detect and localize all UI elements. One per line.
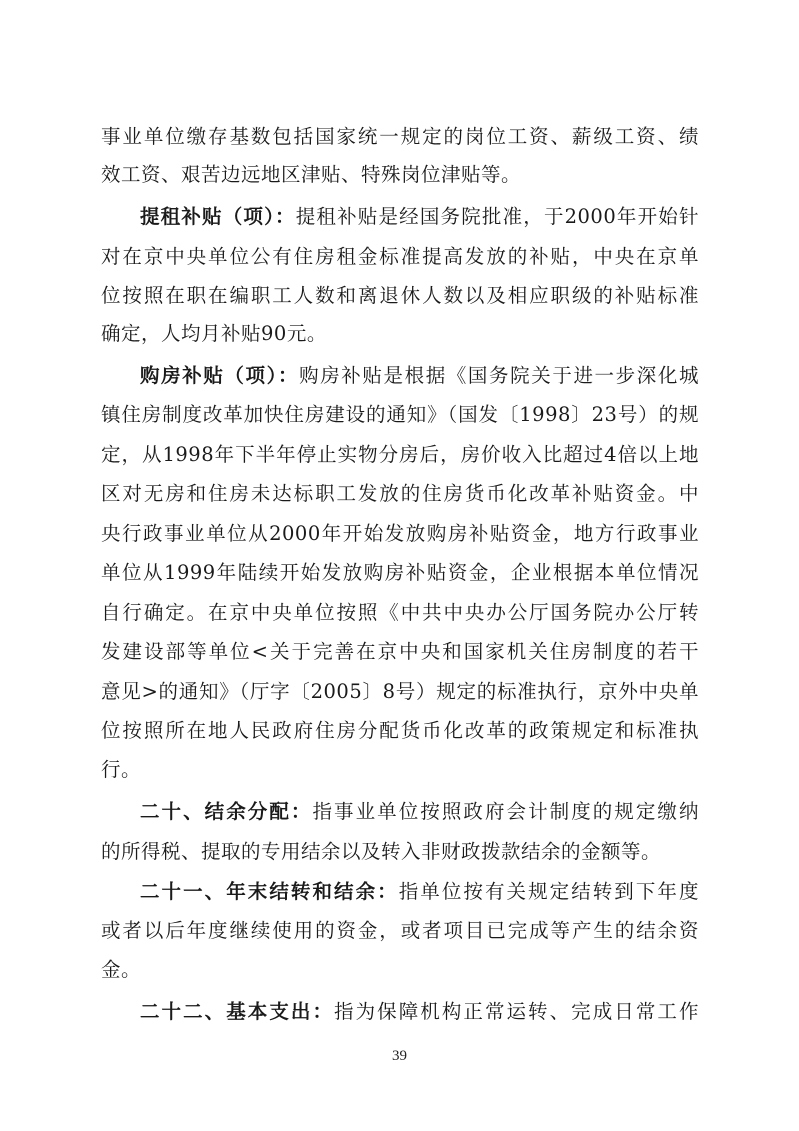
section-heading: 二十二、基本支出： [140, 1000, 335, 1023]
paragraph-line: 自行确定。在京中央单位按照《中共中央办公厅国务院办公厅转 [101, 601, 699, 624]
section-heading-line: 二十、结余分配：指事业单位按照政府会计制度的规定缴纳 [140, 800, 699, 823]
paragraph-line: 确定，人均月补贴90元。 [101, 322, 327, 345]
paragraph-line: 意见>的通知》（厅字〔2005〕8号）规定的标准执行，京外中央单 [101, 680, 699, 703]
paragraph-line: 效工资、艰苦边远地区津贴、特殊岗位津贴等。 [101, 163, 522, 186]
paragraph-line: 央行政事业单位从2000年开始发放购房补贴资金，地方行政事业 [101, 522, 699, 545]
paragraph-line: 金。 [101, 958, 142, 981]
section-heading-line: 提租补贴（项）：提租补贴是经国务院批准，于2000年开始针 [140, 205, 699, 228]
paragraph-line: 定，从1998年下半年停止实物分房后，房价收入比超过4倍以上地 [101, 443, 699, 466]
paragraph-line: 镇住房制度改革加快住房建设的通知》（国发〔1998〕23号）的规 [101, 403, 699, 426]
section-heading-line: 购房补贴（项）：购房补贴是根据《国务院关于进一步深化城 [140, 364, 699, 387]
paragraph-line: 行。 [101, 758, 142, 781]
section-heading: 购房补贴（项）： [140, 364, 300, 387]
section-heading-line: 二十二、基本支出：指为保障机构正常运转、完成日常工作 [140, 1000, 699, 1023]
paragraph-line: 区对无房和住房未达标职工发放的住房货币化改革补贴资金。中 [101, 482, 699, 505]
paragraph-line: 对在京中央单位公有住房租金标准提高发放的补贴，中央在京单 [101, 245, 699, 268]
paragraph-line: 事业单位缴存基数包括国家统一规定的岗位工资、薪级工资、绩 [101, 125, 699, 148]
section-heading: 二十一、年末结转和结余： [140, 880, 399, 903]
paragraph-line: 的所得税、提取的专用结余以及转入非财政拨款结余的金额等。 [101, 840, 662, 863]
section-heading: 提租补贴（项）： [140, 205, 296, 228]
paragraph-line: 单位从1999年陆续开始发放购房补贴资金，企业根据本单位情况 [101, 561, 699, 584]
section-heading-line: 二十一、年末结转和结余：指单位按有关规定结转到下年度 [140, 880, 699, 903]
section-heading: 二十、结余分配： [140, 800, 313, 823]
paragraph-line: 位按照所在地人民政府住房分配货币化改革的政策规定和标准执 [101, 719, 699, 742]
paragraph-line: 位按照在职在编职工人数和离退休人数以及相应职级的补贴标准 [101, 284, 699, 307]
paragraph-line: 或者以后年度继续使用的资金，或者项目已完成等产生的结余资 [101, 919, 699, 942]
paragraph-line: 发建设部等单位<关于完善在京中央和国家机关住房制度的若干 [101, 640, 699, 663]
page-number: 39 [392, 1048, 407, 1064]
